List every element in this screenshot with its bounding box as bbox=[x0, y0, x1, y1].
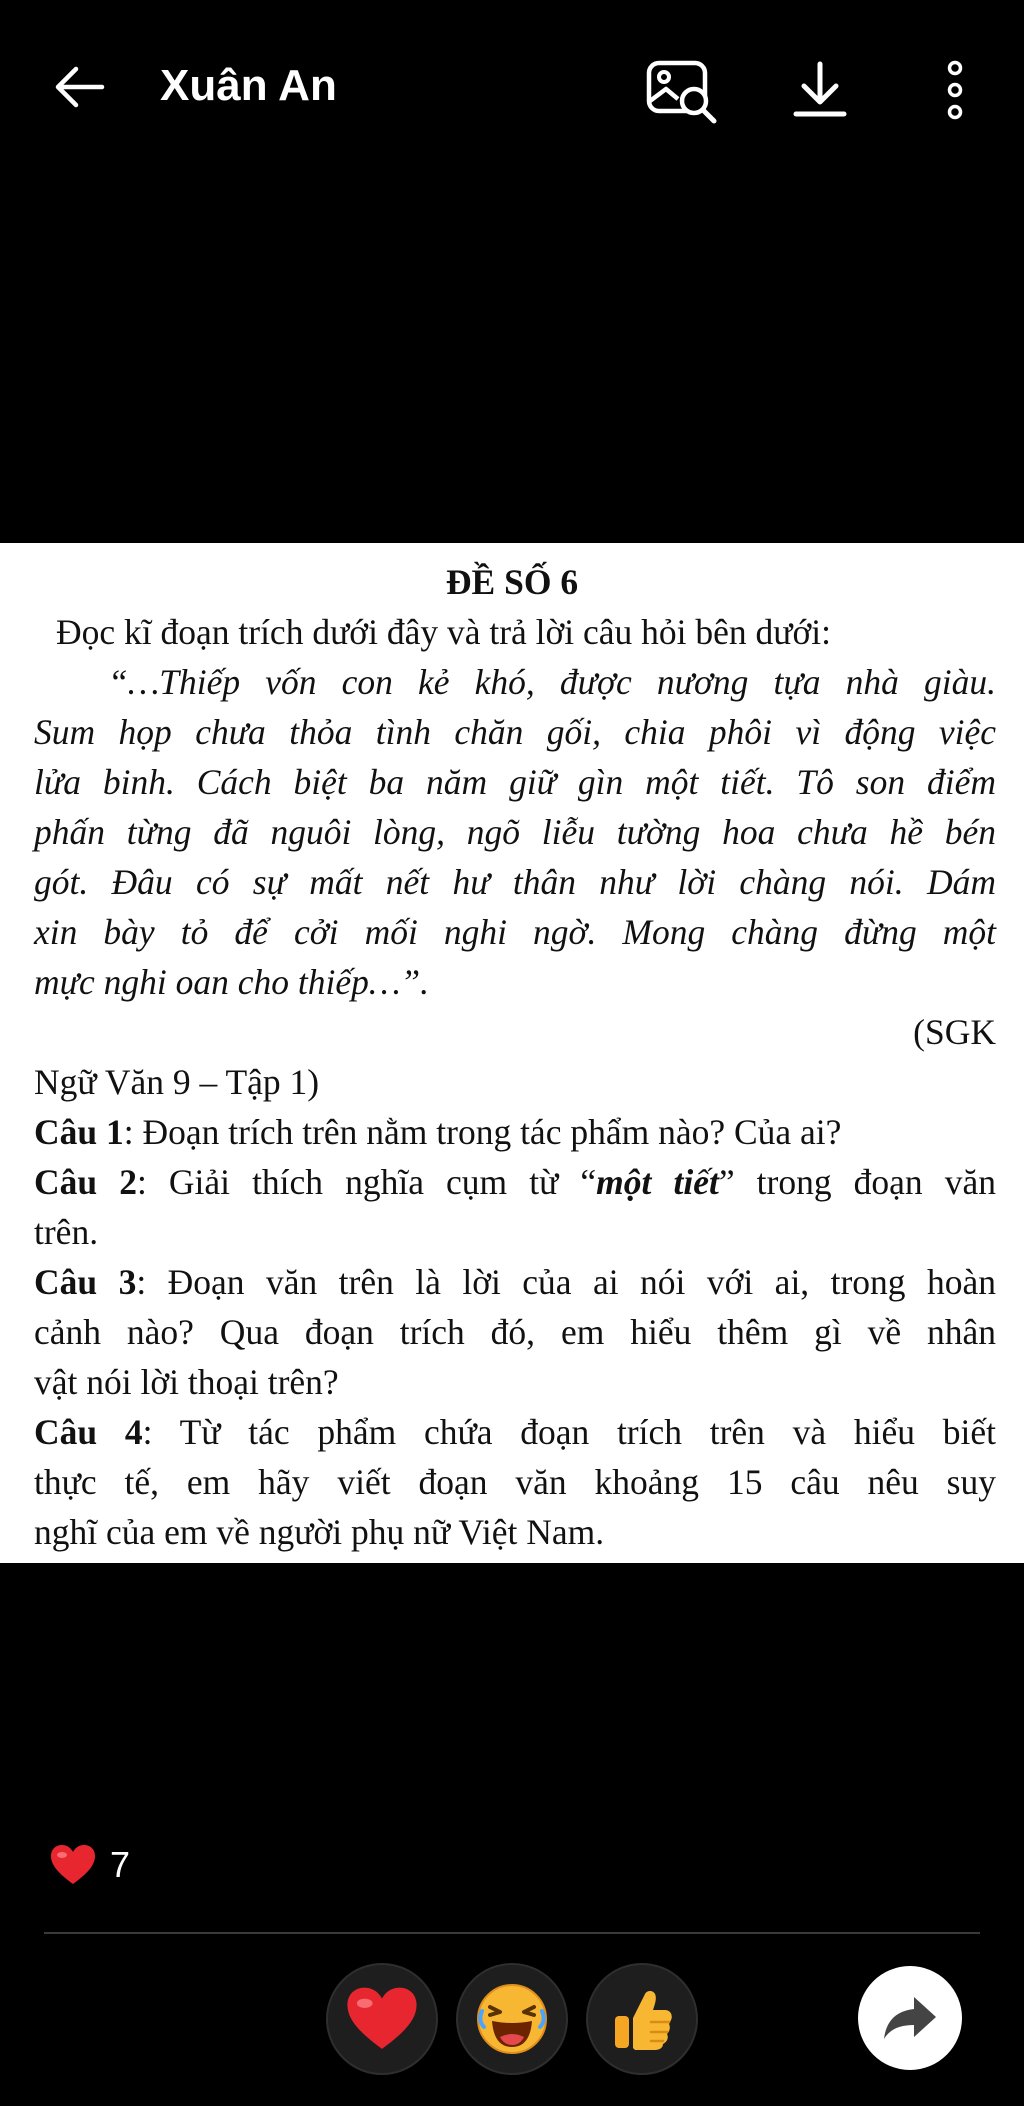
question-label: Câu 1 bbox=[34, 1112, 124, 1152]
question-text: : Từ tác phẩm chứa đoạn trích trên và hiểu biết bbox=[142, 1412, 996, 1452]
page-title: Xuân An bbox=[160, 61, 337, 110]
heart-icon bbox=[50, 1844, 96, 1886]
thumbs-up-icon bbox=[607, 1984, 677, 2054]
question-label: Câu 2 bbox=[34, 1162, 137, 1202]
divider bbox=[44, 1932, 980, 1934]
question-3-cont: cảnh nào? Qua đoạn trích đó, em hiểu thêm gì về nhân bbox=[34, 1312, 996, 1352]
haha-reaction-button[interactable] bbox=[456, 1963, 568, 2075]
source-citation-cont: Ngữ Văn 9 – Tập 1) bbox=[34, 1062, 320, 1102]
image-search-icon bbox=[644, 55, 720, 125]
question-4-cont: thực tế, em hãy viết đoạn văn khoảng 15 câu nêu suy bbox=[34, 1462, 996, 1502]
reaction-count: 7 bbox=[110, 1844, 131, 1885]
photo-document[interactable] bbox=[0, 543, 1024, 1563]
question-4-cont: nghĩ của em về người phụ nữ Việt Nam. bbox=[34, 1512, 605, 1552]
source-citation: (SGK bbox=[913, 1012, 996, 1052]
excerpt-line: lửa binh. Cách biệt ba năm giữ gìn một tiết. Tô son điểm bbox=[34, 762, 996, 802]
excerpt-line: mực nghi oan cho thiếp…”. bbox=[34, 962, 430, 1002]
question-text: ” trong đoạn văn bbox=[718, 1162, 996, 1202]
image-search-button[interactable] bbox=[642, 50, 722, 130]
more-options-button[interactable] bbox=[915, 50, 995, 130]
question-3-cont: vật nói lời thoại trên? bbox=[34, 1362, 339, 1402]
share-button[interactable] bbox=[858, 1966, 962, 2070]
question-text: : Đoạn trích trên nằm trong tác phẩm nào? Của ai? bbox=[123, 1112, 842, 1152]
document-heading: ĐỀ SỐ 6 bbox=[445, 562, 579, 602]
question-text: : Giải thích nghĩa cụm từ “ bbox=[136, 1162, 597, 1202]
question-label: Câu 3 bbox=[34, 1262, 137, 1302]
question-3 bbox=[34, 1257, 996, 1307]
question-2 bbox=[34, 1157, 996, 1207]
share-icon bbox=[882, 1993, 938, 2043]
question-2-cont: trên. bbox=[34, 1212, 99, 1252]
download-icon bbox=[788, 58, 852, 122]
excerpt-line: phấn từng đã nguôi lòng, ngõ liễu tường hoa chưa hề bén bbox=[34, 812, 996, 852]
heart-icon bbox=[345, 1986, 419, 2052]
question-label: Câu 4 bbox=[34, 1412, 143, 1452]
document-instruction: Đọc kĩ đoạn trích dưới đây và trả lời câu hỏi bên dưới: bbox=[56, 612, 832, 652]
love-reaction-button[interactable] bbox=[326, 1963, 438, 2075]
like-reaction-button[interactable] bbox=[586, 1963, 698, 2075]
back-arrow-icon bbox=[52, 65, 106, 109]
question-1 bbox=[34, 1107, 996, 1157]
question-text: : Đoạn văn trên là lời của ai nói với ai, trong hoàn bbox=[136, 1262, 996, 1302]
laugh-icon bbox=[474, 1981, 550, 2057]
more-vertical-icon bbox=[945, 60, 965, 120]
excerpt-line: Sum họp chưa thỏa tình chăn gối, chia phôi vì động việc bbox=[34, 712, 996, 752]
reaction-summary[interactable] bbox=[50, 1840, 130, 1890]
top-bar bbox=[0, 0, 1024, 172]
download-button[interactable] bbox=[780, 50, 860, 130]
excerpt-line: xin bày tỏ để cởi mối nghi ngờ. Mong chàng đừng một bbox=[34, 912, 996, 952]
question-4 bbox=[34, 1407, 996, 1457]
highlighted-term: một tiết bbox=[596, 1162, 719, 1202]
excerpt-line: “…Thiếp vốn con kẻ khó, được nương tựa nhà giàu. bbox=[108, 662, 996, 702]
excerpt-line: gót. Đâu có sự mất nết hư thân như lời chàng nói. Dám bbox=[34, 862, 996, 902]
back-button[interactable] bbox=[44, 52, 114, 122]
